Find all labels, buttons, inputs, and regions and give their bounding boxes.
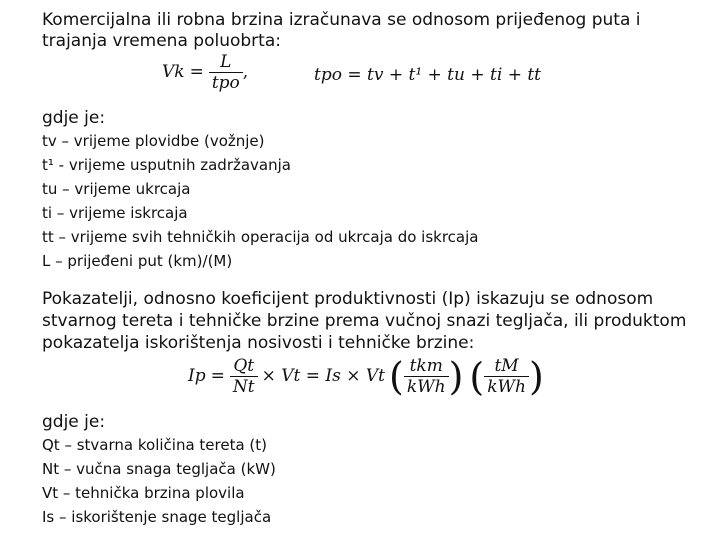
- formula-turnaround-time: tpo = tv + t¹ + tu + ti + tt: [314, 65, 542, 85]
- fraction-2-denominator: kWh: [404, 376, 449, 397]
- intro-line-1: Komercijalna ili robna brzina izračunava se odnosom prijeđenog puta i: [42, 10, 641, 30]
- legend-1-item: t¹ - vrijeme usputnih zadržavanja: [42, 156, 291, 174]
- fraction-1-denominator: Nt: [230, 376, 258, 397]
- legend-1-title: gdje je:: [42, 108, 106, 128]
- formula-productivity-lhs: Ip: [188, 366, 206, 386]
- legend-2-item: Qt – stvarna količina tereta (t): [42, 436, 268, 454]
- para-2-line-3: pokazatelja iskorištenja nosivosti i tehničke brzine:: [42, 333, 475, 353]
- formula-speed-fraction: [209, 52, 243, 93]
- formula-speed-denominator: tpo: [209, 72, 243, 93]
- legend-1-item: tt – vrijeme svih tehničkih operacija od ukrcaja do iskrcaja: [42, 228, 479, 246]
- legend-2-item: Is – iskorištenje snage tegljača: [42, 508, 272, 526]
- open-paren: (: [469, 354, 485, 399]
- fraction-3-denominator: kWh: [484, 376, 529, 397]
- close-paren: ): [528, 354, 544, 399]
- para-2-line-2: stvarnog tereta i tehničke brzine prema vučnoj snazi tegljača, ili produktom: [42, 311, 687, 331]
- para-2-line-1: Pokazatelji, odnosno koeficijent produktivnosti (Ip) iskazuju se odnosom: [42, 289, 654, 309]
- legend-1-item: L – prijeđeni put (km)/(M): [42, 252, 233, 270]
- legend-2-item: Vt – tehnička brzina plovila: [42, 484, 245, 502]
- formula-productivity-fraction-1: [230, 356, 258, 397]
- formula-speed: Vk = $\frac{L}{\text{tpo}}$ ,: [162, 52, 249, 93]
- formula-speed-numerator: L: [220, 52, 232, 72]
- legend-1-item: tv – vrijeme plovidbe (vožnje): [42, 132, 265, 150]
- fraction-3-numerator: tM: [494, 356, 519, 376]
- fraction-2-numerator: tkm: [409, 356, 443, 376]
- formula-productivity: Ip = $\frac{Qt}{Nt}$ × Vt = Is × Vt ( $\frac{\text{tkm}}{\text{kWh}}$ ) ( $\frac{tM}{\text{kWh}}$ ): [188, 354, 544, 399]
- intro-line-2: trajanja vremena poluobrta:: [42, 31, 281, 51]
- open-paren: (: [389, 354, 404, 399]
- formula-speed-lhs: Vk: [162, 62, 185, 82]
- formula-speed-comma: ,: [242, 62, 249, 82]
- fraction-1-numerator: Qt: [233, 356, 255, 376]
- close-paren: ): [448, 354, 464, 399]
- legend-1-item: tu – vrijeme ukrcaja: [42, 180, 191, 198]
- legend-2-title: gdje je:: [42, 412, 106, 432]
- formula-productivity-fraction-2: [404, 356, 449, 397]
- formula-productivity-fraction-3: [484, 356, 529, 397]
- legend-1-item: ti – vrijeme iskrcaja: [42, 204, 188, 222]
- legend-2-item: Nt – vučna snaga tegljača (kW): [42, 460, 276, 478]
- formula-productivity-middle: × Vt = Is × Vt: [261, 366, 385, 386]
